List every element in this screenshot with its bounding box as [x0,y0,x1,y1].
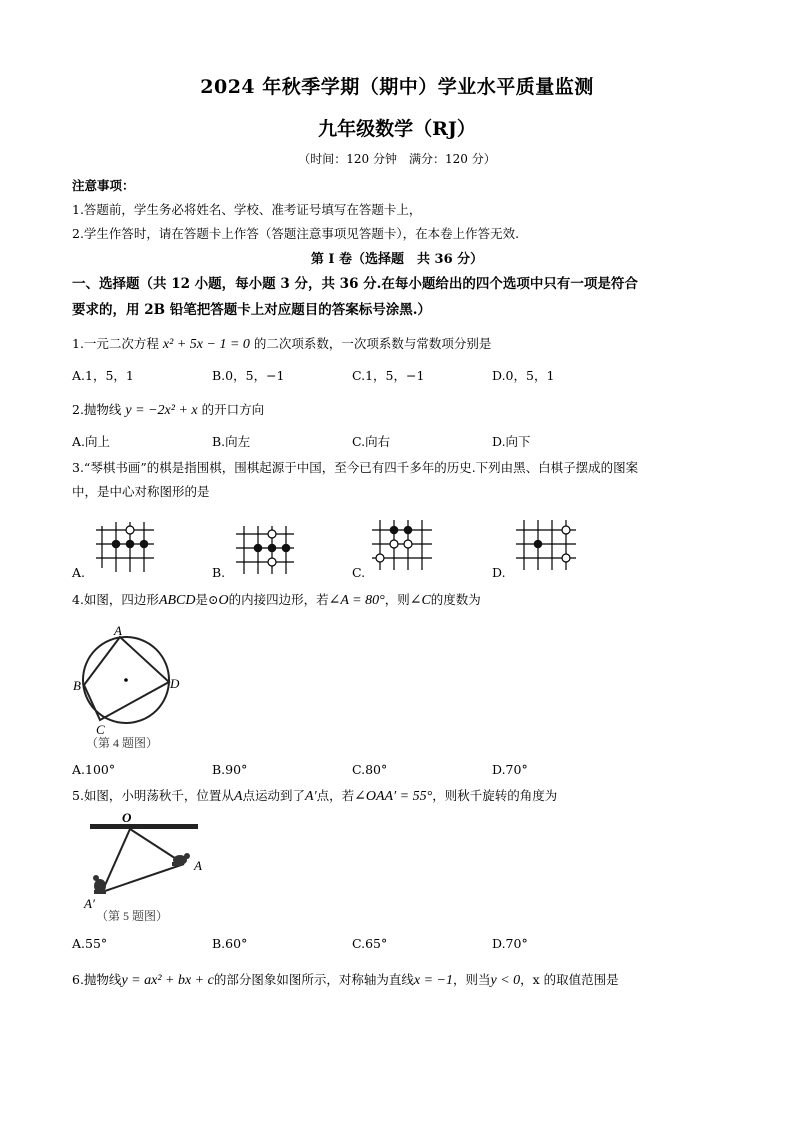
q6-text-post: ，x 的取值范围是 [520,972,619,987]
q5-option-d: D.70° [492,936,528,951]
q5-text-mid1: 点运动到了 [242,788,306,803]
q3-option-b: B. [212,565,226,580]
black-stone [404,526,413,535]
swing-top-bar [90,824,198,829]
q5-math-angle: ∠OAA′ = 55° [354,789,433,804]
notes-heading: 注意事项： [72,178,135,193]
q5-text-pre: 5.如图，小明荡秋千，位置从 [72,788,234,803]
q6-text-mid2: ，则当 [452,972,491,987]
q5-figure-caption: （第 5 题图） [96,909,169,923]
q4-label-b: B [73,678,81,693]
q1-option-c: C.1，5，−1 [352,368,425,383]
q4-math-angle-a: ∠A = 80° [328,593,385,608]
q4-option-b: B.90° [212,762,248,777]
go-pattern-a [92,518,162,574]
white-stone [126,526,134,534]
q6-text-mid1: 的部分图象如图所示，对称轴为直线 [213,972,414,987]
q5-math-a-prime: A′ [305,789,317,804]
q5-option-c: C.65° [352,936,388,951]
q4-text-mid3: ，则 [384,592,410,607]
white-stone [562,526,570,534]
exam-title: 2024 年秋季学期（期中）学业水平质量监测 [200,76,594,98]
q5-label-a-prime: A′ [84,896,95,911]
q5-text-mid2: 点，若 [316,788,355,803]
q3-option-d: D. [492,565,506,580]
swing-child-figure-right [172,853,190,866]
question-1-stem [72,334,491,353]
q4-text-mid2: 的内接四边形，若 [228,592,329,607]
section-instructions-line2: 要求的，用 2B 铅笔把答题卡上对应题目的答案标号涂黑.） [72,302,431,318]
black-stone [254,544,263,553]
time-info: （时间：120 分钟 满分：120 分） [298,152,496,166]
note-item-2: 2.学生作答时，请在答题卡上作答（答题注意事项见答题卡），在本卷上作答无效. [72,226,520,241]
white-stone [390,540,398,548]
q6-text-pre: 6.抛物线 [72,972,122,987]
black-stone [268,544,277,553]
swing-child-figure-left [93,875,106,894]
q4-label-a: A [114,623,122,638]
white-stone [562,554,570,562]
q4-label-d: D [170,676,180,691]
q2-option-d: D.向下 [492,434,531,449]
q5-option-a: A.55° [72,936,108,951]
question-3-line1: 3.“琴棋书画”的棋是指围棋，围棋起源于中国，至今已有四千多年的历史.下列由黑、白棋子摆成的图案 [72,460,639,475]
q5-math-a: A [233,789,243,804]
q2-text-pre: 2.抛物线 [72,402,122,417]
q5-text-post: ，则秋千旋转的角度为 [432,788,558,803]
q2-option-b: B.向左 [212,434,251,449]
q6-math-parabola: y = ax² + bx + c [121,973,214,988]
question-2-stem [72,400,264,419]
q4-option-c: C.80° [352,762,388,777]
q3-option-c: C. [352,565,366,580]
exam-subtitle: 九年级数学（RJ） [318,118,476,140]
q5-option-b: B.60° [212,936,248,951]
q6-math-axis: x = −1 [413,973,453,988]
go-pattern-b [232,522,302,578]
q1-text-pre: 1.一元二次方程 [72,336,159,351]
q2-option-a: A.向上 [72,434,111,449]
q4-option-a: A.100° [72,762,116,777]
q4-text-pre: 4.如图，四边形 [72,592,159,607]
q4-text-post: 的度数为 [430,592,481,607]
note-item-1: 1.答题前，学生务必将姓名、学校、准考证号填写在答题卡上， [72,202,422,217]
black-stone [112,540,121,549]
q5-label-o: O [122,812,132,825]
q1-equation: x² + 5x − 1 = 0 [162,337,250,352]
black-stone [390,526,399,535]
q3-option-a: A. [72,565,86,580]
q6-math-condition: y < 0 [490,973,521,988]
q4-text-mid1: 是⊙ [195,592,219,607]
q4-figure-circle-quadrilateral [70,620,190,750]
q4-math-abcd: ABCD [158,593,196,608]
part1-title: 第 I 卷（选择题 共 36 分） [310,252,484,267]
q1-option-a: A.1，5，1 [72,368,134,383]
q4-figure-caption: （第 4 题图） [86,736,159,750]
section-instructions-line1: 一、选择题（共 12 小题，每小题 3 分，共 36 分.在每小题给出的四个选项中只有一项是符合 [72,276,638,292]
q4-math-angle-c: ∠C [409,593,431,608]
go-pattern-d [512,516,584,574]
question-6-stem [72,970,619,989]
question-3-line2: 中，是中心对称图形的是 [72,484,210,499]
q5-label-a: A [194,858,202,873]
q1-text-post: 的二次项系数，一次项系数与常数项分别是 [253,336,492,351]
go-pattern-c [368,516,440,574]
question-4-stem [72,590,481,609]
black-stone [282,544,291,553]
black-stone [140,540,149,549]
q4-math-o: O [218,593,229,608]
white-stone [404,540,412,548]
black-stone [126,540,135,549]
white-stone [268,530,276,538]
white-stone [376,554,384,562]
q5-figure-swing [76,812,216,930]
q1-option-b: B.0，5，−1 [212,368,285,383]
q1-option-d: D.0，5，1 [492,368,555,383]
white-stone [268,558,276,566]
q2-equation: y = −2x² + x [125,403,198,418]
q4-label-c: C [96,722,105,737]
question-5-stem [72,786,557,805]
q2-text-post: 的开口方向 [201,402,265,417]
q2-option-c: C.向右 [352,434,391,449]
q4-option-d: D.70° [492,762,528,777]
black-stone [534,540,543,549]
